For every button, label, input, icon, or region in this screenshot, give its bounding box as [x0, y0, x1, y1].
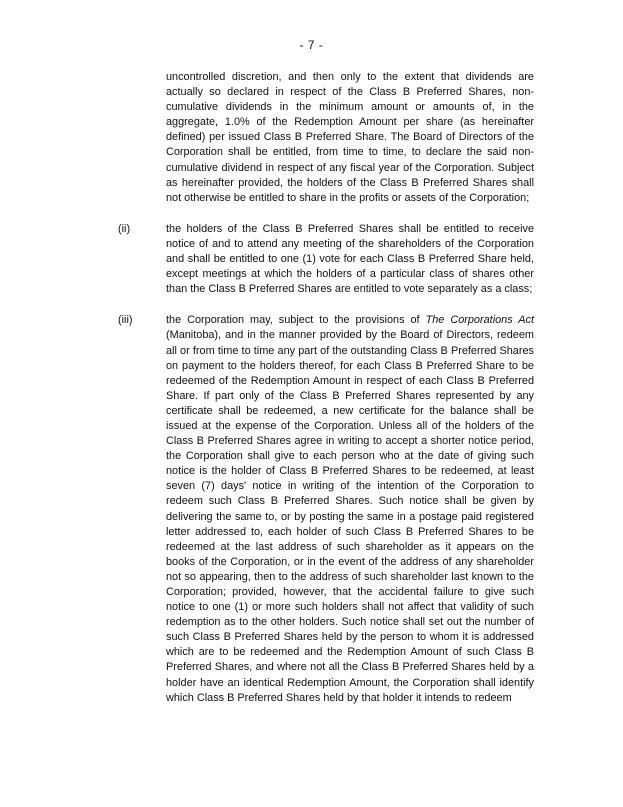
clause-ii	[118, 222, 534, 297]
clause-iii-text-after: (Manitoba), and in the manner provided by the Board of Directors, redeem all or from time to time any part of the outstanding Class B Preferred Shares on payment to the holders thereof, for each Class B Preferred Share to be redeemed of the Redemption Amount in respect of each Class B Preferred Share. If part only of the Class B Preferred Shares represented by any certificate shall be redeemed, a new certificate for the balance shall be issued at the expense of the Corporation. Unless all of the holders of the Class B Preferred Shares agree in writing to accept a shorter notice period, the Corporation shall give to each person who at the date of giving such notice is the holder of Class B Preferred Shares to be redeemed, at least seven (7) days' notice in writing of the intention of the Corporation to redeem such Class B Preferred Shares. Such notice shall be given by delivering the same to, or by posting the same in a postage paid registered letter addressed to, each holder of such Class B Preferred Shares to be redeemed at the last address of such shareholder as it appears on the books of the Corporation, or in the event of the address of any shareholder not so appearing, then to the address of such shareholder last known to the Corporation; provided, however, that the accidental failure to give such notice to one (1) or more such holders shall not affect that validity of such redemption as to the other holders. Such notice shall set out the number of such Class B Preferred Shares held by the person to whom it is addressed which are to be redeemed and the Redemption Amount of such Class B Preferred Shares, and where not all the Class B Preferred Shares held by a holder have an identical Redemption Amount, the Corporation shall identify which Class B Preferred Shares held by that holder it intends to redeem	[166, 329, 534, 704]
clause-iii-label: (iii)	[118, 314, 133, 327]
clause-iii	[118, 313, 534, 705]
clause-ii-label: (ii)	[118, 222, 131, 235]
clause-ii-text: the holders of the Class B Preferred Shares shall be entitled to receive notice of and to attend any meeting of the shareholders of the Corporation and shall be entitled to one (1) vote for each Class B Preferred Share held, except meetings at which the holders of a particular class of shares other than the Class B Preferred Shares are entitled to vote separately as a class;	[166, 222, 534, 296]
page-number: - 7 -	[299, 38, 324, 52]
document-body	[118, 70, 534, 706]
act-name: The Corporations Act	[425, 314, 534, 327]
continuation-paragraph	[118, 70, 534, 206]
clause-iii-text-before: the Corporation may, subject to the provisions of	[166, 314, 426, 327]
clause-iii-text	[166, 313, 534, 705]
continuation-text: uncontrolled discretion, and then only to the extent that dividends are actually so declared in respect of the Class B Preferred Shares, non-cumulative dividends in the minimum amount or amounts of, in the aggregate, 1.0% of the Redemption Amount per share (as hereinafter defined) per issued Class B Preferred Share. The Board of Directors of the Corporation shall be entitled, from time to time, to declare the said non-cumulative dividend in respect of any fiscal year of the Corporation. Subject as hereinafter provided, the holders of the Class B Preferred Shares shall not otherwise be entitled to share in the profits or assets of the Corporation;	[166, 71, 534, 204]
